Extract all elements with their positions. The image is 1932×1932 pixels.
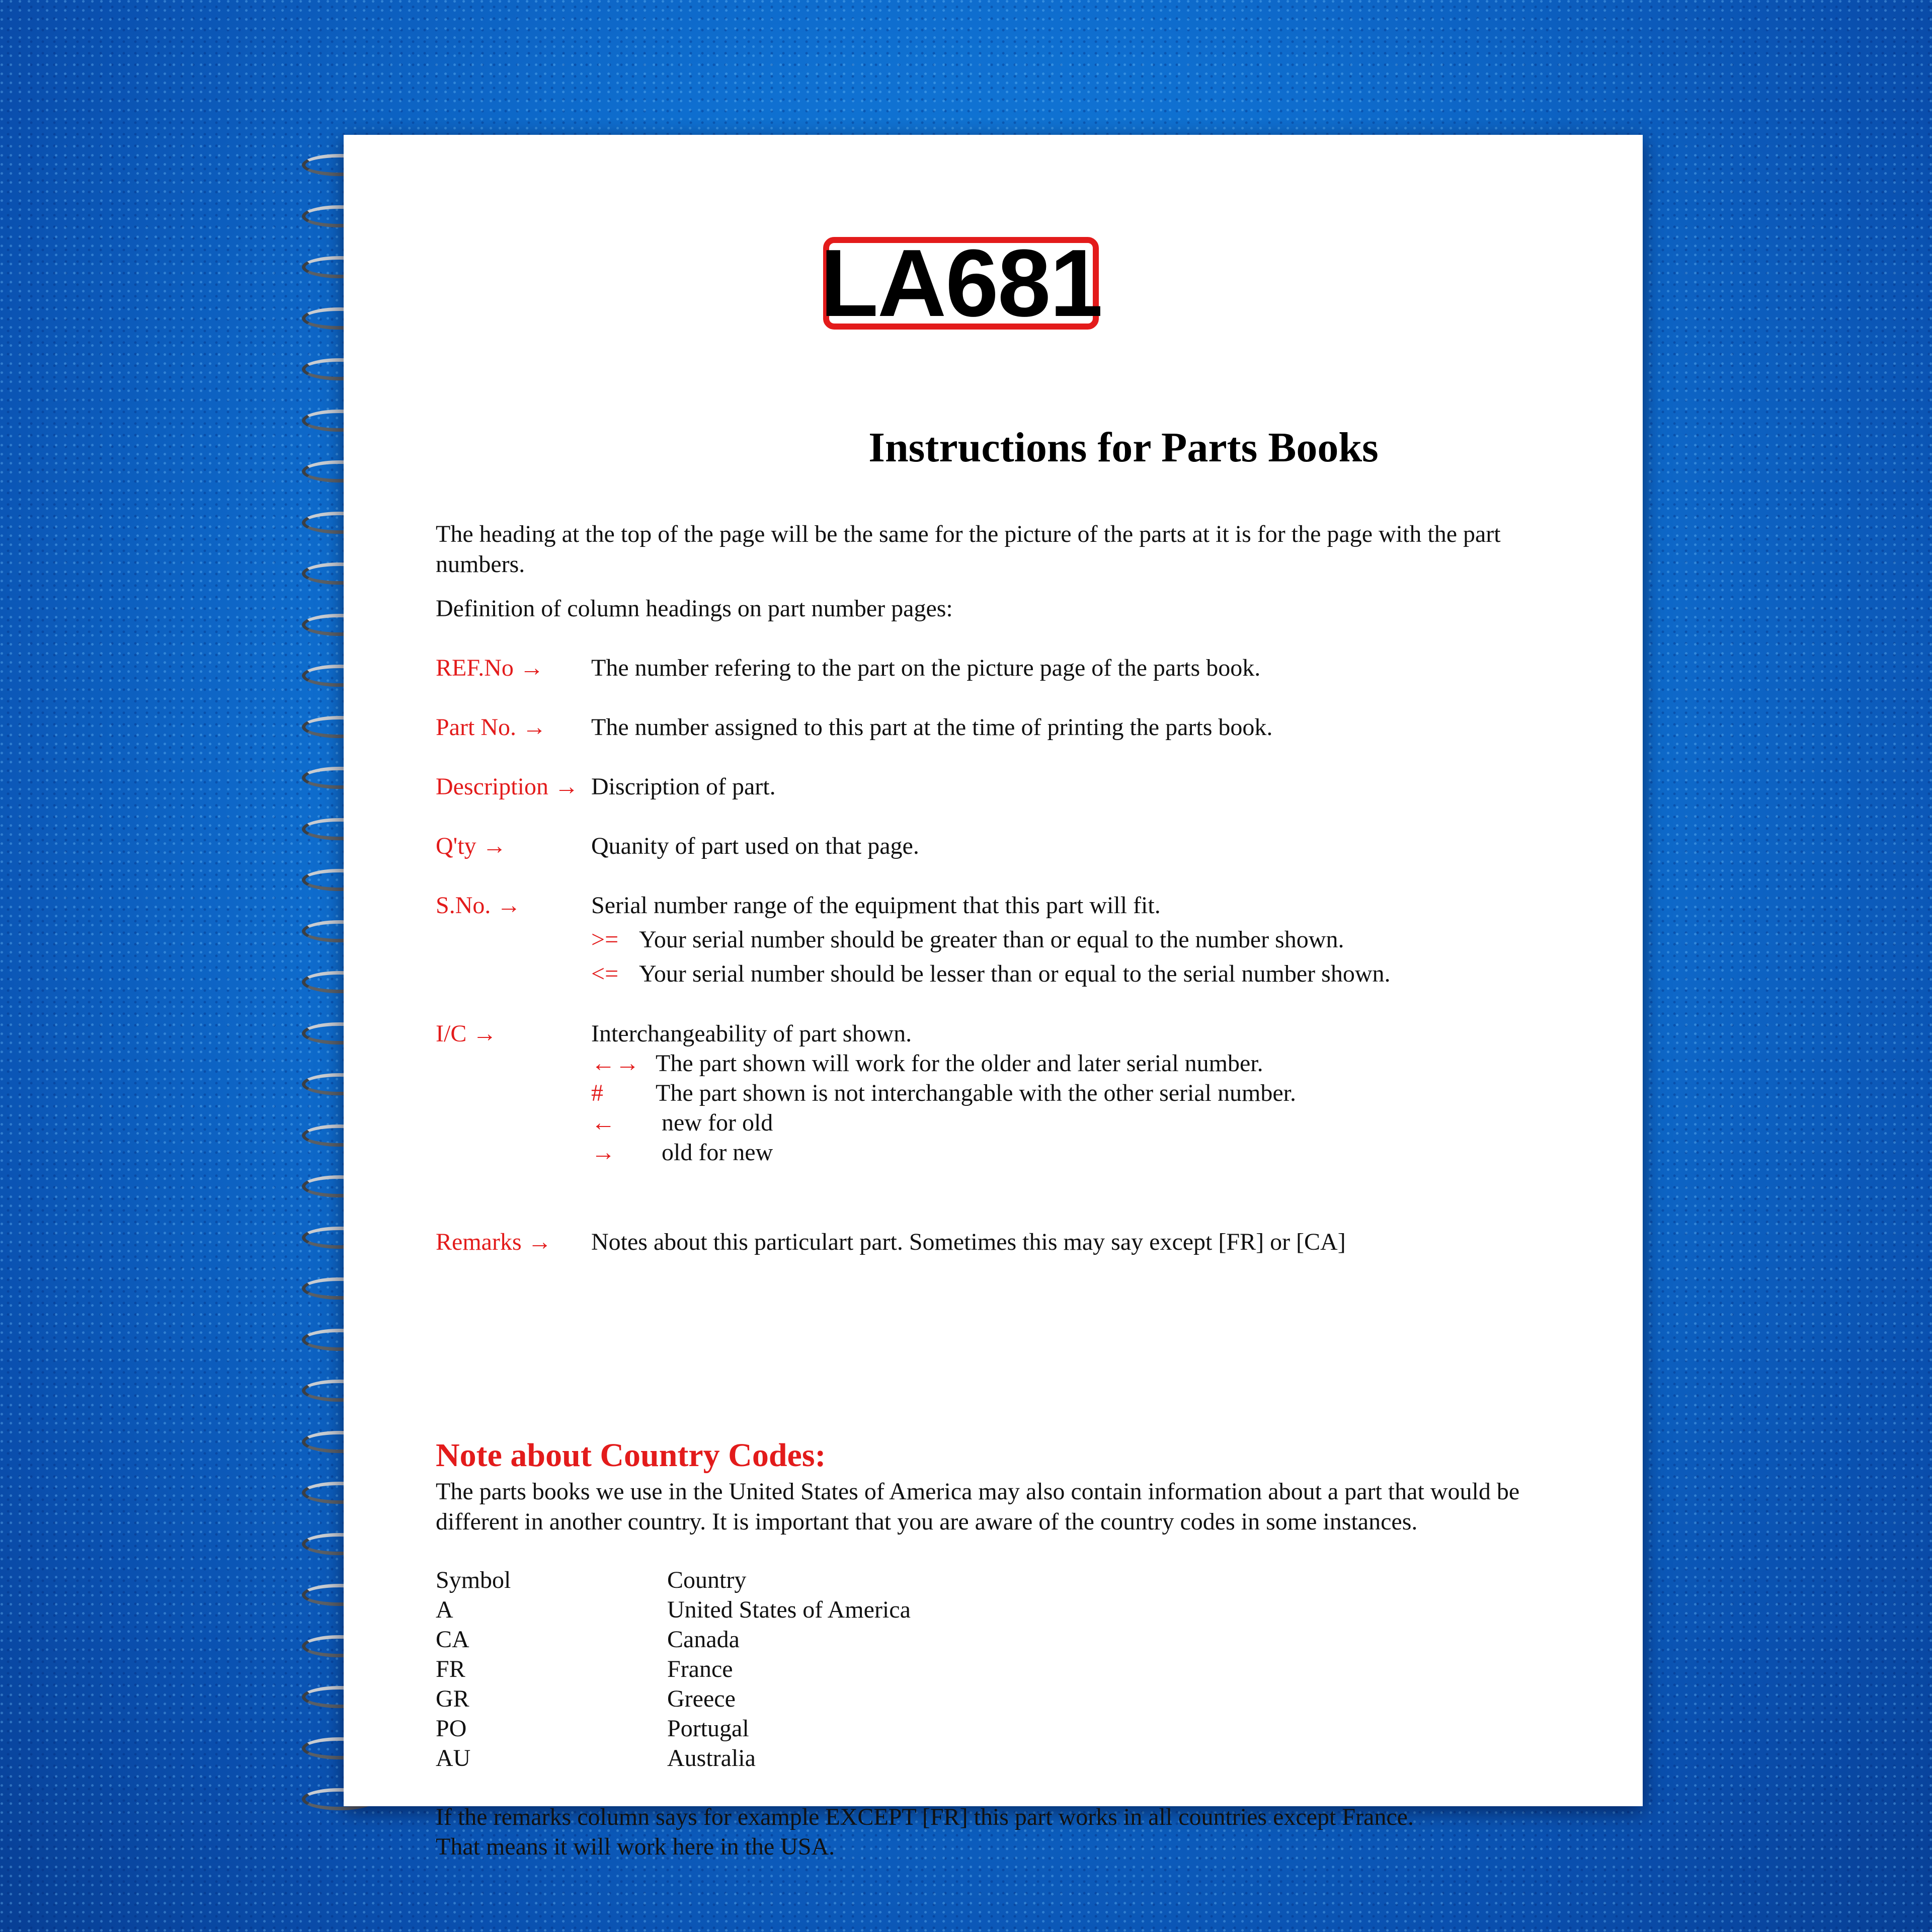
table-row [436,1743,911,1773]
definition-heading: Definition of column headings on part number pages: [436,595,953,622]
table-cell-country: Greece [667,1685,736,1712]
table-cell-symbol: CA [436,1626,469,1653]
logo-text: LA681 [820,230,1102,337]
def-text-ref-no: The number refering to the part on the picture page of the parts book. [591,655,1261,681]
page-title: Instructions for Parts Books [868,424,1379,471]
def-label-sno: S.No. → [436,892,521,919]
table-cell-symbol: AU [436,1745,471,1772]
logo-badge [820,230,1102,337]
document-page [344,135,1643,1860]
def-label-qty: Q'ty → [436,833,507,859]
country-note-heading: Note about Country Codes: [436,1437,826,1474]
table-row [436,1595,911,1625]
def-text-ic: Interchangeability of part shown. [591,1020,912,1047]
closing-line-2: That means it will work here in the USA. [436,1833,835,1860]
ic-note-new-for-old: ← new for old [591,1109,773,1136]
table-cell-country: Portugal [667,1715,749,1742]
table-row [436,1654,911,1684]
table-row [436,1684,911,1714]
table-cell-symbol: PO [436,1715,467,1742]
serial-note-gte: >= Your serial number should be greater than or equal to the number shown. [591,926,1344,953]
serial-note-lte: <= Your serial number should be lesser than or equal to the serial number shown. [591,960,1391,987]
table-row [436,1714,911,1743]
table-header-country: Country [667,1567,747,1593]
table-cell-country: France [667,1656,733,1682]
def-label-ic: I/C → [436,1020,497,1047]
intro-paragraph: The heading at the top of the page will be the same for the picture of the parts at it is for the page with the part numbers. [436,521,1501,578]
def-label-part-no: Part No. → [436,714,546,741]
def-label-description: Description → [436,773,579,800]
def-text-qty: Quanity of part used on that page. [591,833,919,859]
ic-note-not-interchangeable: # The part shown is not interchangable with the other serial number. [591,1080,1296,1106]
table-cell-country: United States of America [667,1596,911,1623]
table-cell-symbol: GR [436,1685,469,1712]
def-label-remarks: Remarks → [436,1229,552,1255]
table-cell-country: Canada [667,1626,740,1653]
ic-note-both: ←→ The part shown will work for the older and later serial number. [591,1050,1263,1077]
country-code-table [436,1565,911,1773]
table-header-symbol: Symbol [436,1567,511,1593]
def-text-description: Discription of part. [591,773,776,800]
def-text-remarks: Notes about this particulart part. Sometimes this may say except [FR] or [CA] [591,1229,1346,1255]
table-cell-symbol: A [436,1596,453,1623]
table-cell-country: Australia [667,1745,756,1772]
country-note-text: The parts books we use in the United States of America may also contain information about a part that would be different in another country. It is important that you are aware of the country codes in some instances. [436,1478,1520,1535]
def-text-sno: Serial number range of the equipment that this part will fit. [591,892,1161,919]
ic-note-old-for-new: → old for new [591,1139,773,1166]
table-row [436,1625,911,1654]
def-label-ref-no: REF.No → [436,655,544,681]
closing-line-1: If the remarks column says for example EXCEPT [FR] this part works in all countries except France. [436,1804,1414,1830]
def-text-part-no: The number assigned to this part at the time of printing the parts book. [591,714,1273,741]
table-cell-symbol: FR [436,1656,465,1682]
table-header-row [436,1565,911,1595]
